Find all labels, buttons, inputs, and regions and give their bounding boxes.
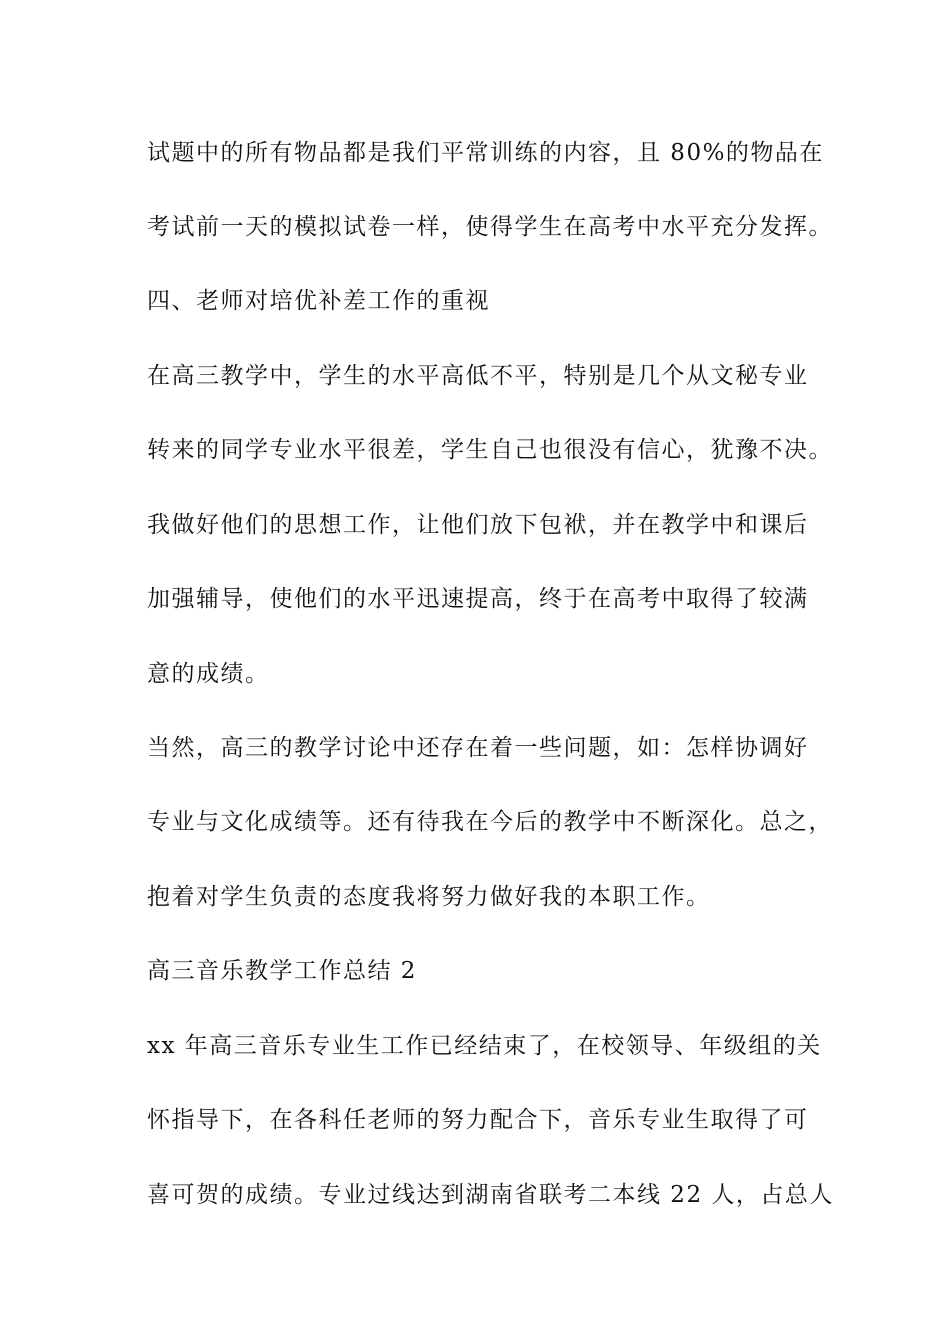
text-line: xx 年高三音乐专业生工作已经结束了，在校领导、年级组的关: [147, 1033, 822, 1059]
text-line: 抱着对学生负责的态度我将努力做好我的本职工作。: [147, 884, 711, 910]
section-heading: 四、老师对培优补差工作的重视: [147, 288, 490, 314]
text-line: 试题中的所有物品都是我们平常训练的内容，且 80%的物品在: [147, 140, 824, 166]
text-line: 加强辅导，使他们的水平迅速提高，终于在高考中取得了较满: [147, 586, 809, 612]
text-line: 转来的同学专业水平很差，学生自己也很没有信心，犹豫不决。: [147, 437, 833, 463]
section-heading: 高三音乐教学工作总结 2: [147, 958, 417, 984]
text-line: 怀指导下，在各科任老师的努力配合下，音乐专业生取得了可: [147, 1107, 809, 1133]
text-line: 喜可贺的成绩。专业过线达到湖南省联考二本线 22 人，占总人: [147, 1182, 834, 1208]
text-line: 意的成绩。: [147, 661, 270, 687]
text-line: 考试前一天的模拟试卷一样，使得学生在高考中水平充分发挥。: [147, 214, 833, 240]
text-line: 专业与文化成绩等。还有待我在今后的教学中不断深化。总之，: [147, 809, 833, 835]
text-line: 当然，高三的教学讨论中还存在着一些问题，如：怎样协调好: [147, 735, 809, 761]
text-line: 在高三教学中，学生的水平高低不平，特别是几个从文秘专业: [147, 363, 809, 389]
text-line: 我做好他们的思想工作，让他们放下包袱，并在教学中和课后: [147, 512, 809, 538]
